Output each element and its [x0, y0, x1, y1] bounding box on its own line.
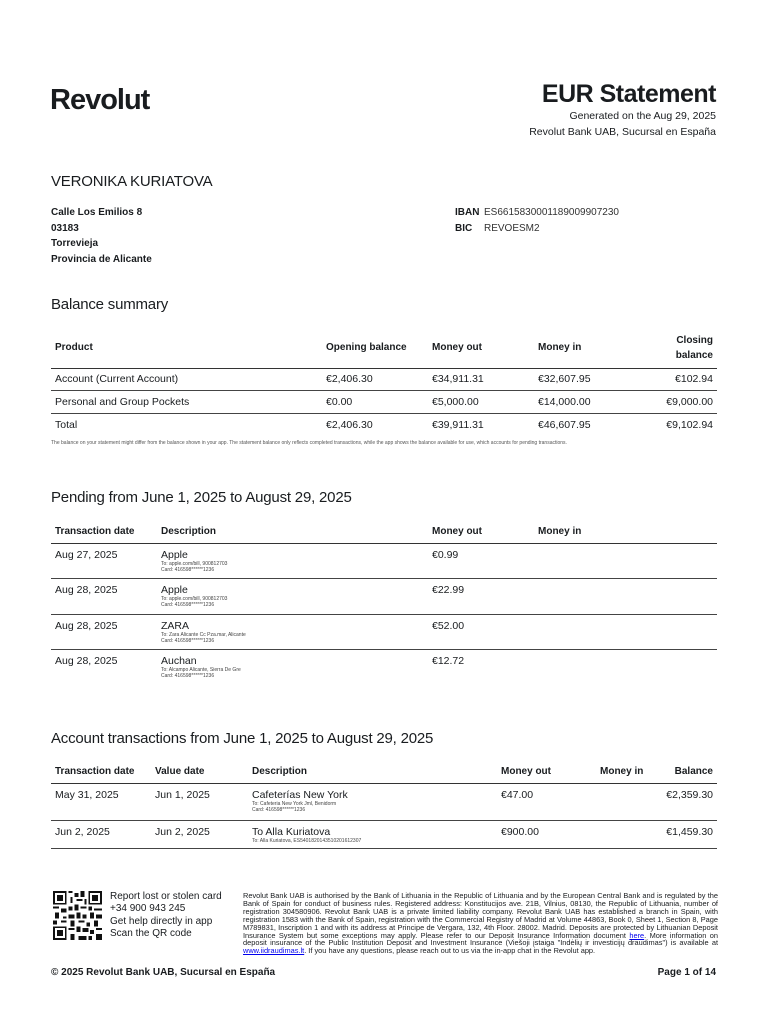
copyright: © 2025 Revolut Bank UAB, Sucursal en España: [51, 967, 276, 978]
money-out: €22.99: [432, 584, 465, 596]
bic-label: BIC: [455, 222, 473, 234]
column-header: Money out: [501, 766, 551, 778]
table-row-total: [51, 413, 717, 436]
merchant: Apple: [161, 548, 188, 561]
account-transactions-table: [51, 761, 717, 849]
card-number: Card: 416598******1236: [161, 602, 215, 608]
money-out: €34,911.31: [432, 373, 484, 386]
merchant: ZARA: [161, 619, 190, 632]
address-line: Provincia de Alicante: [51, 253, 152, 265]
table-row: [51, 391, 717, 414]
product: Personal and Group Pockets: [55, 395, 190, 408]
merchant: Cafeterías New York: [252, 788, 348, 801]
transaction-date: Aug 28, 2025: [55, 655, 118, 667]
column-header: Closing balance: [675, 334, 713, 361]
table-header: [51, 328, 717, 368]
column-header: Balance: [674, 766, 713, 778]
money-in: €32,607.95: [538, 373, 591, 386]
closing-balance: €9,102.94: [666, 418, 713, 431]
closing-balance: €9,000.00: [666, 395, 713, 408]
table-row: [51, 579, 717, 615]
address-line: 03183: [51, 222, 79, 234]
bank-details: [455, 205, 619, 236]
generated-date: Generated on the Aug 29, 2025: [569, 110, 716, 122]
balance-note: The balance on your statement might differ from the balance shown in your app. The statement balance only reflects completed transactions, while the app shows the balance available for use, which accounts for pending transactions.: [51, 440, 567, 446]
pending-title: Pending from June 1, 2025 to August 29, 2025: [51, 489, 352, 506]
column-header: Opening balance: [326, 342, 407, 354]
money-out: €47.00: [501, 788, 534, 801]
money-in: [596, 783, 656, 820]
bank-name: Revolut Bank UAB, Sucursal en España: [529, 126, 716, 138]
iban-value: ES6615830001189009907230: [484, 207, 619, 218]
customer-address: [51, 205, 152, 267]
column-header: Money in: [538, 342, 582, 354]
card-number: Card: 416598******1236: [161, 637, 215, 644]
money-out: €39,911.31: [432, 418, 484, 431]
legal-text: Revolut Bank UAB is authorised by the Bank of Lithuania in the Republic of Lithuania and by the European Central Bank and is regulated by the Bank of Spain for conduct of business rules. Registered address: Konstitucijos ave. 21B, Vilnius, 08130, the Republic of Lithuania, number of registration 304580906. Revolut Bank UAB is a private limited liability company. Revolut Bank UAB has established a branch in Spain, with registration 1583 with the Bank of Spain, registration with the Commercial Registry of Madrid at Volume 44863, Book 0, Sheet 1, Section 8, Page M789831, Inscription 1 and with its address at Principe de Vergara, 132, 4th Floor. 28002. Madrid. Deposits are protected by Lithuanian Deposit Insurance System but some exceptions may apply. Please refer to our Deposit Insurance Information document: [243, 891, 718, 940]
value-date: Jun 1, 2025: [155, 788, 210, 801]
iban-label: IBAN: [455, 207, 480, 218]
help-info: [110, 891, 222, 940]
recipient: To: Alcampo Alicante, Sierra De Gre: [161, 667, 241, 673]
column-header: Money out: [432, 526, 482, 538]
page-number: Page 1 of 14: [657, 967, 716, 978]
table-row: [51, 820, 717, 848]
help-in-app: Get help directly in app: [110, 915, 213, 927]
opening-balance: €2,406.30: [326, 418, 373, 431]
account-transactions-title: Account transactions from June 1, 2025 to August 29, 2025: [51, 730, 434, 747]
money-out: €5,000.00: [432, 395, 479, 408]
money-in: €46,607.95: [538, 418, 591, 431]
column-header: Product: [55, 342, 93, 354]
address-line: Calle Los Emilios 8: [51, 207, 143, 218]
money-in: [534, 650, 717, 686]
money-out: €12.72: [432, 655, 465, 667]
table-header: [51, 521, 717, 543]
transaction-date: Aug 28, 2025: [55, 619, 118, 632]
balance: €2,359.30: [666, 788, 713, 801]
address-line: Torrevieja: [51, 238, 99, 249]
product: Total: [55, 418, 78, 431]
money-in: €14,000.00: [538, 395, 591, 408]
money-in: [534, 614, 717, 650]
transaction-date: Aug 27, 2025: [55, 548, 118, 561]
column-header: Description: [252, 766, 308, 778]
merchant: Apple: [161, 584, 188, 596]
transaction-date: Aug 28, 2025: [55, 584, 118, 596]
column-header: Description: [161, 526, 217, 538]
product: Account (Current Account): [55, 373, 179, 386]
balance: €1,459.30: [666, 825, 713, 838]
statement-title: EUR Statement: [541, 80, 716, 108]
description: [248, 783, 497, 820]
transaction-date: Jun 2, 2025: [55, 825, 110, 838]
table-header: [51, 761, 717, 783]
column-header: Money in: [538, 526, 582, 538]
column-header: Transaction date: [55, 526, 135, 538]
money-out: €0.99: [432, 548, 459, 561]
description: [157, 614, 428, 650]
recipient: To: Alla Kuriatova, ES5401820143510201612307: [252, 837, 362, 844]
legal-text: . If you have any questions, please reach out to us via the in-app chat in the Revolut app.: [304, 946, 596, 956]
column-header: Transaction date: [55, 766, 135, 778]
merchant: To Alla Kuriatova: [252, 825, 331, 838]
recipient: To: Zara Alicante Cc Pza.mar, Alicante: [161, 631, 246, 638]
card-number: Card: 416598******1236: [161, 566, 215, 573]
column-header: Value date: [155, 766, 205, 778]
merchant: Auchan: [161, 655, 197, 667]
column-header: Money out: [432, 342, 482, 354]
revolut-logo: Revolut: [50, 84, 150, 116]
iidraudimas-link[interactable]: www.iidraudimas.lt: [243, 946, 305, 956]
table-row: [51, 543, 717, 579]
money-in: [534, 579, 717, 615]
recipient: To: apple.com/bill, 900812703: [161, 560, 228, 567]
transaction-date: May 31, 2025: [55, 788, 119, 801]
opening-balance: €2,406.30: [326, 373, 373, 386]
card-number: Card: 416598******1236: [252, 806, 306, 813]
value-date: Jun 2, 2025: [155, 825, 210, 838]
table-row: [51, 650, 717, 686]
deposit-insurance-link[interactable]: here: [629, 930, 645, 940]
card-number: Card: 416598******1236: [161, 673, 215, 679]
money-in: [534, 543, 717, 579]
closing-balance: €102.94: [675, 373, 713, 386]
pending-table: [51, 521, 717, 685]
legal-text: . More information on deposit insurance of the Public Institution Deposit and Investment Insurance (Viešoji įstaiga "Indėlių ir investicijų draudimas") is available at: [243, 930, 718, 948]
recipient: To: apple.com/bill, 900812703: [161, 596, 228, 602]
balance-summary-table: [51, 328, 717, 436]
opening-balance: €0.00: [326, 395, 353, 408]
description: [157, 543, 428, 579]
money-out: €52.00: [432, 619, 465, 632]
money-out: €900.00: [501, 825, 539, 838]
table-row: [51, 368, 717, 391]
description: [157, 579, 428, 615]
scan-qr-hint: Scan the QR code: [110, 927, 192, 939]
column-header: Money in: [600, 766, 644, 778]
bic-value: REVOESM2: [484, 222, 540, 234]
qr-code-icon[interactable]: [53, 891, 102, 940]
balance-summary-title: Balance summary: [51, 296, 169, 313]
description: [157, 650, 428, 686]
description: [248, 820, 497, 848]
table-row: [51, 614, 717, 650]
table-row: [51, 783, 717, 820]
recipient: To: Cafeteria New York Jml, Benidorm: [252, 800, 337, 807]
report-lost-card: Report lost or stolen card: [110, 891, 222, 902]
support-phone[interactable]: +34 900 943 245: [110, 903, 186, 915]
money-in: [596, 820, 656, 848]
customer-name: VERONIKA KURIATOVA: [51, 173, 213, 190]
legal-disclaimer: [243, 892, 718, 955]
